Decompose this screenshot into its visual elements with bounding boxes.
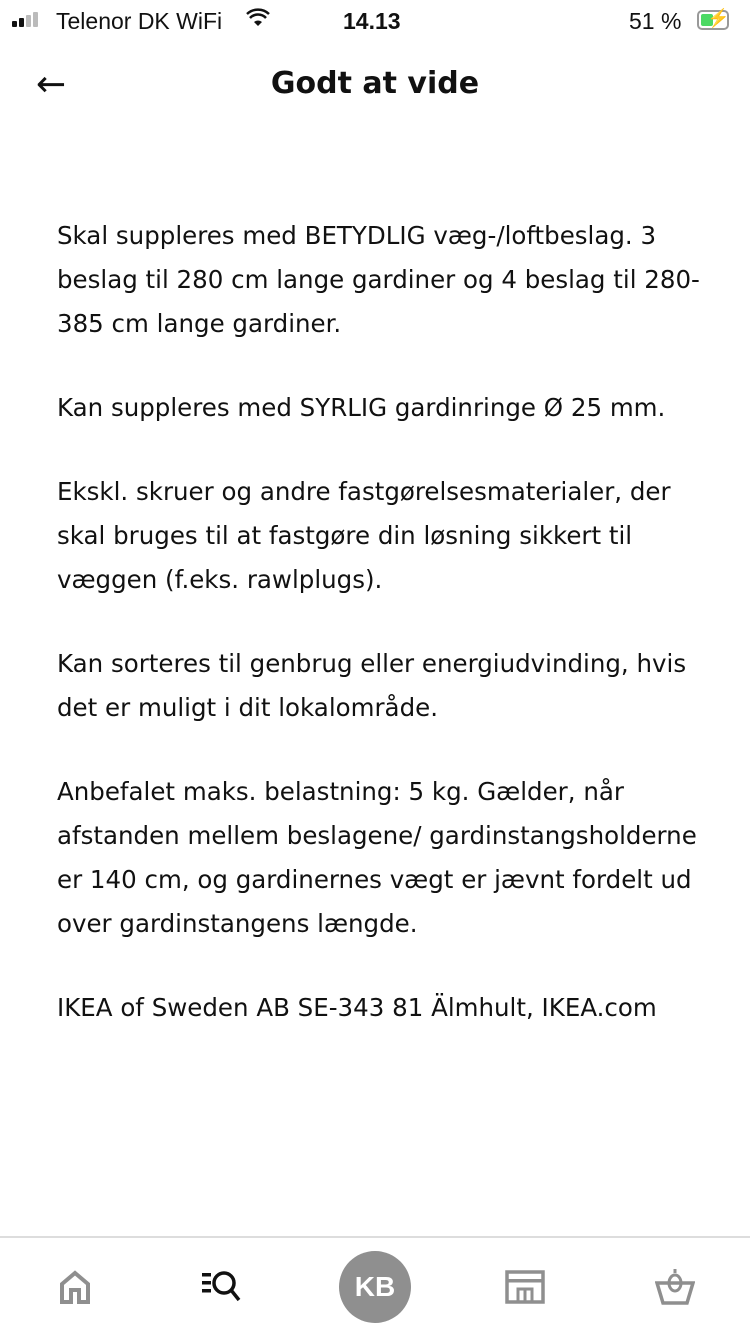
avatar: KB	[339, 1251, 411, 1323]
battery-percent: 51 %	[629, 8, 682, 34]
paragraph: Anbefalet maks. belastning: 5 kg. Gælder, når afstanden mellem beslagene/ gardinstangsholderne er 140 cm, og gardinernes vægt er jævnt fordelt ud over gardinstangens længde.	[57, 777, 697, 938]
clock: 14.13	[343, 8, 401, 34]
paragraph: Skal suppleres med BETYDLIG væg-/loftbeslag. 3 beslag til 280 cm lange gardiner og 4 beslag til 280-385 cm lange gardiner.	[57, 221, 700, 338]
back-arrow-icon[interactable]: ←	[36, 64, 67, 105]
paragraph: Ekskl. skruer og andre fastgørelsesmaterialer, der skal bruges til at fastgøre din løsning sikkert til væggen (f.eks. rawlplugs).	[57, 477, 671, 594]
status-bar	[0, 0, 750, 42]
page-title: Godt at vide	[270, 66, 480, 101]
home-icon	[58, 1270, 92, 1304]
info-content	[57, 214, 707, 1070]
carrier: Telenor DK WiFi	[56, 8, 223, 34]
nav-stores[interactable]	[475, 1238, 575, 1336]
nav-home[interactable]	[25, 1238, 125, 1336]
basket-icon	[655, 1269, 695, 1305]
signal-icon	[12, 12, 38, 27]
battery-icon: ⚡	[697, 10, 729, 30]
wifi-icon	[246, 8, 270, 34]
nav-search[interactable]	[175, 1238, 275, 1336]
paragraph: Kan sorteres til genbrug eller energiudvinding, hvis det er muligt i dit lokalområde.	[57, 649, 687, 722]
header	[0, 50, 750, 120]
bottom-nav	[0, 1236, 750, 1334]
paragraph: IKEA of Sweden AB SE-343 81 Älmhult, IKEA.com	[57, 993, 657, 1022]
search-icon	[202, 1269, 248, 1305]
nav-basket[interactable]	[625, 1238, 725, 1336]
nav-profile[interactable]	[325, 1238, 425, 1336]
store-icon	[505, 1270, 545, 1304]
paragraph: Kan suppleres med SYRLIG gardinringe Ø 25 mm.	[57, 393, 666, 422]
